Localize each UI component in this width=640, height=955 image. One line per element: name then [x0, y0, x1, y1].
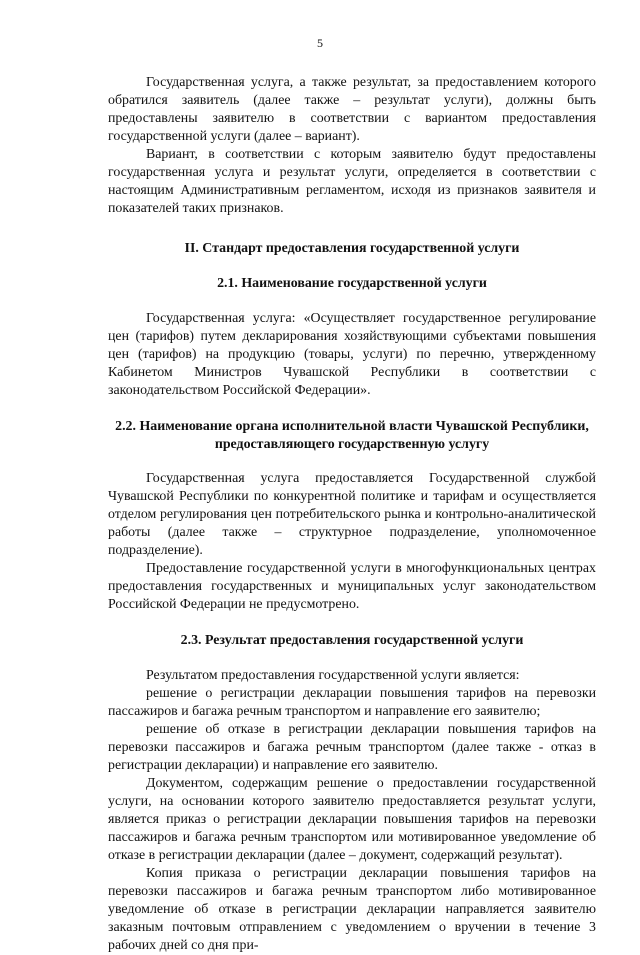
- subsection-2-2-title: [108, 418, 596, 454]
- subsection-2-2-title-line-1: 2.2. Наименование органа исполнительной власти Чувашской Республики,: [115, 419, 589, 434]
- subsection-2-1-title: 2.1. Наименование государственной услуги: [217, 276, 487, 291]
- intro-paragraph-1: Государственная услуга, а также результат, за предоставлением которого обратился заявитель (далее также – результат услуги), должны быть предоставлены заявителю в соответствии с вариантом предоставления государственной услуги (далее – вариант).: [108, 75, 596, 144]
- subsection-2-3-paragraph-1: Результатом предоставления государственной услуги является:: [146, 668, 520, 683]
- page-number: 5: [317, 36, 323, 50]
- subsection-2-3-paragraph-4: Документом, содержащим решение о предоставлении государственной услуги, на основании которого заявителю предоставляется результат услуги, является приказ о регистрации декларации повышения тарифов на перевозки пассажиров и багажа речным транспортом или мотивированное уведомление об отказе в регистрации декларации (далее – документ, содержащий результат).: [108, 776, 596, 863]
- subsection-2-1-paragraph-1: Государственная услуга: «Осуществляет государственное регулирование цен (тарифов) путем декларирования хозяйствующими субъектами повышения цен (тарифов) на продукцию (товары, услуги) по перечню, утвержденному Кабинетом Министров Чувашской Республики в соответствии с законодательством Российской Федерации».: [108, 311, 596, 398]
- subsection-2-3-paragraph-2: решение о регистрации декларации повышения тарифов на перевозки пассажиров и багажа речным транспортом и направление его заявителю;: [108, 686, 596, 719]
- intro-paragraph-2: Вариант, в соответствии с которым заявителю будут предоставлены государственная услуга и результат услуги, определяется в соответствии с настоящим Административным регламентом, исходя из признаков заявителя и показателей таких признаков.: [108, 147, 596, 216]
- section-2-title: II. Стандарт предоставления государственной услуги: [184, 241, 520, 256]
- subsection-2-3-paragraph-3: решение об отказе в регистрации декларации повышения тарифов на перевозки пассажиров и багажа речным транспортом (далее также - отказ в регистрации декларации) и направление его заявителю.: [108, 722, 596, 773]
- document-body: [108, 74, 596, 955]
- subsection-2-2-paragraph-1: Государственная услуга предоставляется Государственной службой Чувашской Республики по конкурентной политике и тарифам и осуществляется отделом регулирования цен потребительского рынка и контрольно-аналитической работы (далее также – структурное подразделение, уполномоченное подразделение).: [108, 471, 596, 558]
- subsection-2-3-paragraph-5: Копия приказа о регистрации декларации повышения тарифов на перевозки пассажиров и багажа речным транспортом либо мотивированное уведомление об отказе в регистрации декларации направляется заявителю заказным почтовым отправлением с уведомлением о вручении в течение 3 рабочих дней со дня при-: [108, 866, 596, 953]
- subsection-2-2-title-line-2: предоставляющего государственную услугу: [214, 437, 490, 452]
- subsection-2-2-paragraph-2: Предоставление государственной услуги в многофункциональных центрах предоставления государственных и муниципальных услуг законодательством Российской Федерации не предусмотрено.: [108, 561, 596, 612]
- subsection-2-3-title: 2.3. Результат предоставления государственной услуги: [180, 633, 524, 648]
